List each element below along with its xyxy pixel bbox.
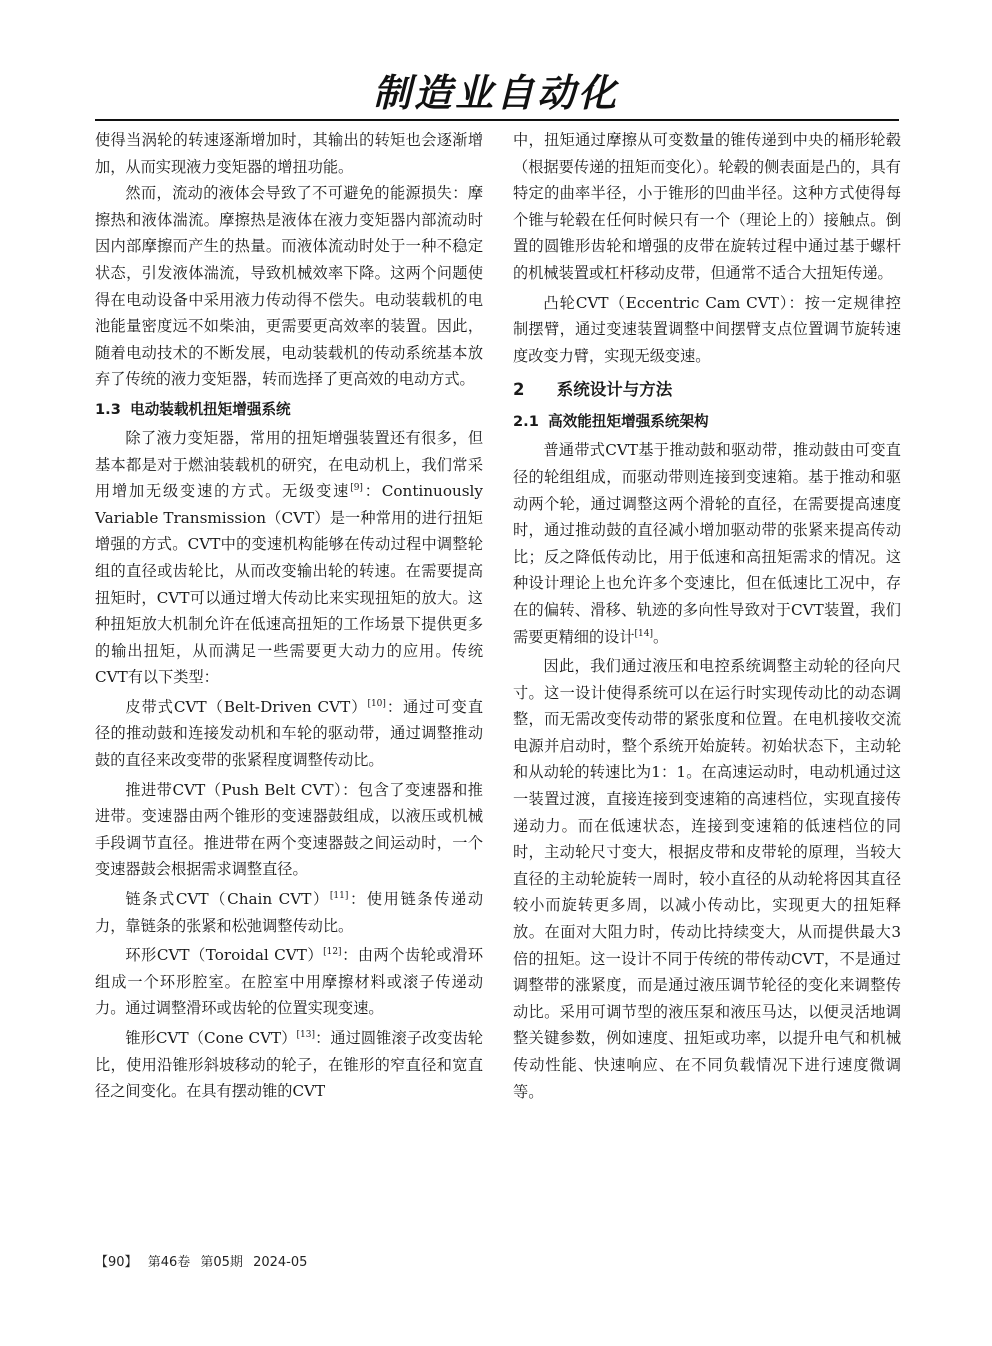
section-title: 系统设计与方法 [556, 380, 673, 400]
section-title: 电动装载机扭矩增强系统 [130, 400, 291, 418]
text-span: 锥形CVT（Cone CVT） [125, 1029, 297, 1047]
left-column [95, 127, 483, 1105]
paragraph [95, 694, 483, 774]
page-footer [95, 1251, 313, 1270]
text-span: ：Continuously Variable Transmission（CVT）是一种常用的进行扭矩增强的方式。CVT中的变速机构能够在传动过程中调整轮组的直径或齿轮比，从而改变输出轮的转速。在需要提高扭矩时，CVT可以通过增大传动比来实现扭矩的放大。这种扭矩放大机制允许在低速高扭矩的工作场景下提供更多的输出扭矩，从而满足一些需要更大动力的应用。传统CVT有以下类型： [95, 482, 483, 687]
section-number: 2.1 [513, 413, 539, 431]
paragraph [95, 425, 483, 691]
journal-masthead: 制造业自动化 [372, 70, 619, 115]
subsection-heading [513, 409, 901, 435]
citation: [13] [296, 1030, 316, 1040]
right-column [513, 127, 901, 1105]
citation: [12] [323, 947, 342, 958]
paragraph: 中，扭矩通过摩擦从可变数量的锥传递到中央的桶形轮毂（根据要传递的扭矩而变化）。轮毂的侧表面是凸的，具有特定的曲率半径，小于锥形的凹曲半径。这种方式使得每个锥与轮毂在任何时候只有一个（理论上的）接触点。倒置的圆锥形齿轮和增强的皮带在旋转过程中通过基于螺杆的机械装置或杠杆移动皮带，但通常不适合大扭矩传递。 [513, 131, 901, 282]
publication-date: 2024-05 [253, 1255, 308, 1270]
section-heading [95, 397, 483, 423]
text-span: ：通过圆锥滚子改变齿轮比，使用沿锥形斜坡移动的轮子，在锥形的窄直径和宽直径之间变化。在具有摆动锥的CVT [95, 1029, 483, 1101]
section-heading [513, 375, 901, 405]
text-span: ：由两个齿轮或滑环组成一个环形腔室。在腔室中用摩擦材料或滚子传递动力。通过调整滑环或齿轮的位置实现变速。 [95, 946, 484, 1018]
issue: 第05期 [200, 1255, 243, 1270]
page-number: 【90】 [95, 1255, 138, 1270]
paragraph [95, 1025, 483, 1105]
paragraph: 使得当涡轮的转速逐渐增加时，其输出的转矩也会逐渐增加，从而实现液力变矩器的增扭功能。 [95, 131, 483, 176]
text-span: ：通过可变直径的推动鼓和连接发动机和车轮的驱动带，通过调整推动鼓的直径来改变带的张紧程度调整传动比。 [95, 697, 484, 770]
header-rule [95, 119, 899, 121]
citation: [10] [367, 698, 386, 709]
text-span: 除了液力变矩器，常用的扭矩增强装置还有很多，但基本都是对于燃油装载机的研究，在电动机上，我们常采用增加无级变速的方式。无级变速 [95, 428, 483, 501]
text-span: 环形CVT（Toroidal CVT） [125, 946, 324, 965]
paragraph [95, 886, 483, 939]
text-span: ：使用链条传递动力，靠链条的张紧和松弛调整传动比。 [95, 890, 483, 935]
paragraph: 推进带CVT（Push Belt CVT）：包含了变速器和推进带。变速器由两个锥形的变速器鼓组成，以液压或机械手段调节直径。推进带在两个变速器鼓之间运动时，一个变速器鼓会根据需求调整直径。 [95, 780, 483, 879]
text-span: 皮带式CVT（Belt-Driven CVT） [125, 697, 368, 716]
section-number: 2 [513, 380, 525, 400]
section-number: 1.3 [95, 400, 121, 418]
volume: 第46卷 [147, 1255, 191, 1270]
paragraph [95, 942, 483, 1022]
text-span: 链条式CVT（Chain CVT） [125, 890, 330, 909]
text-span: 。 [652, 627, 669, 646]
section-title: 高效能扭矩增强系统架构 [548, 413, 709, 431]
citation: [14] [634, 628, 653, 639]
paragraph: 凸轮CVT（Eccentric Cam CVT）：按一定规律控制摆臂，通过变速装置调整中间摆臂支点位置调节旋转速度改变力臂，实现无级变速。 [513, 293, 901, 365]
paragraph: 然而，流动的液体会导致了不可避免的能源损失：摩擦热和液体湍流。摩擦热是液体在液力变矩器内部流动时因内部摩擦而产生的热量。而液体流动时处于一种不稳定状态，引发液体湍流，导致机械效率下降。这两个问题使得在电动设备中采用液力传动得不偿失。电动装载机的电池能量密度远不如柴油，更需要更高效率的装置。因此，随着电动技术的不断发展，电动装载机的传动系统基本放弃了传统的液力变矩器，转而选择了更高效的电动方式。 [95, 184, 483, 389]
paragraph [513, 437, 901, 650]
citation: [11] [329, 891, 349, 902]
paragraph: 因此，我们通过液压和电控系统调整主动轮的径向尺寸。这一设计使得系统可以在运行时实现传动比的动态调整，而无需改变传动带的紧张度和位置。在电机接收交流电源并启动时，整个系统开始旋转。初始状态下，主动轮和从动轮的转速比为1：1。在高速运动时，电动机通过这一装置过渡，直接连接到变速箱的高速档位，实现直接传递动力。而在低速状态，连接到变速箱的低速档位的同时，主动轮尺寸变大，根据皮带和皮带轮的原理，当较大直径的主动轮旋转一周时，较小直径的从动轮将因其直径较小而旋转更多周，以减小传动比，实现更大的扭矩释放。在面对大阻力时，传动比持续变大，从而提供最大3倍的扭矩。这一设计不同于传统的带传动CVT，不是通过调整带的涨紧度，而是通过液压调节轮径的变化来调整传动比。采用可调节型的液压泵和液压马达，以便灵活地调整关键参数，例如速度、扭矩或功率，以提升电气和机械传动性能、快速响应、在不同负载情况下进行速度微调等。 [513, 657, 901, 1101]
text-span: 普通带式CVT基于推动鼓和驱动带，推动鼓由可变直径的轮组组成，而驱动带则连接到变速箱。基于推动和驱动两个轮，通过调整这两个滑轮的直径，在需要提高速度时，通过推动鼓的直径减小增加驱动带的张紧来提高传动比；反之降低传动比，用于低速和高扭矩需求的情况。这种设计理论上也允许多个变速比，但在低速比工况中，存在的偏转、滑移、轨迹的多向性导致对于CVT装置，我们需要更精细的设计 [513, 441, 901, 646]
citation: [9] [350, 483, 363, 494]
